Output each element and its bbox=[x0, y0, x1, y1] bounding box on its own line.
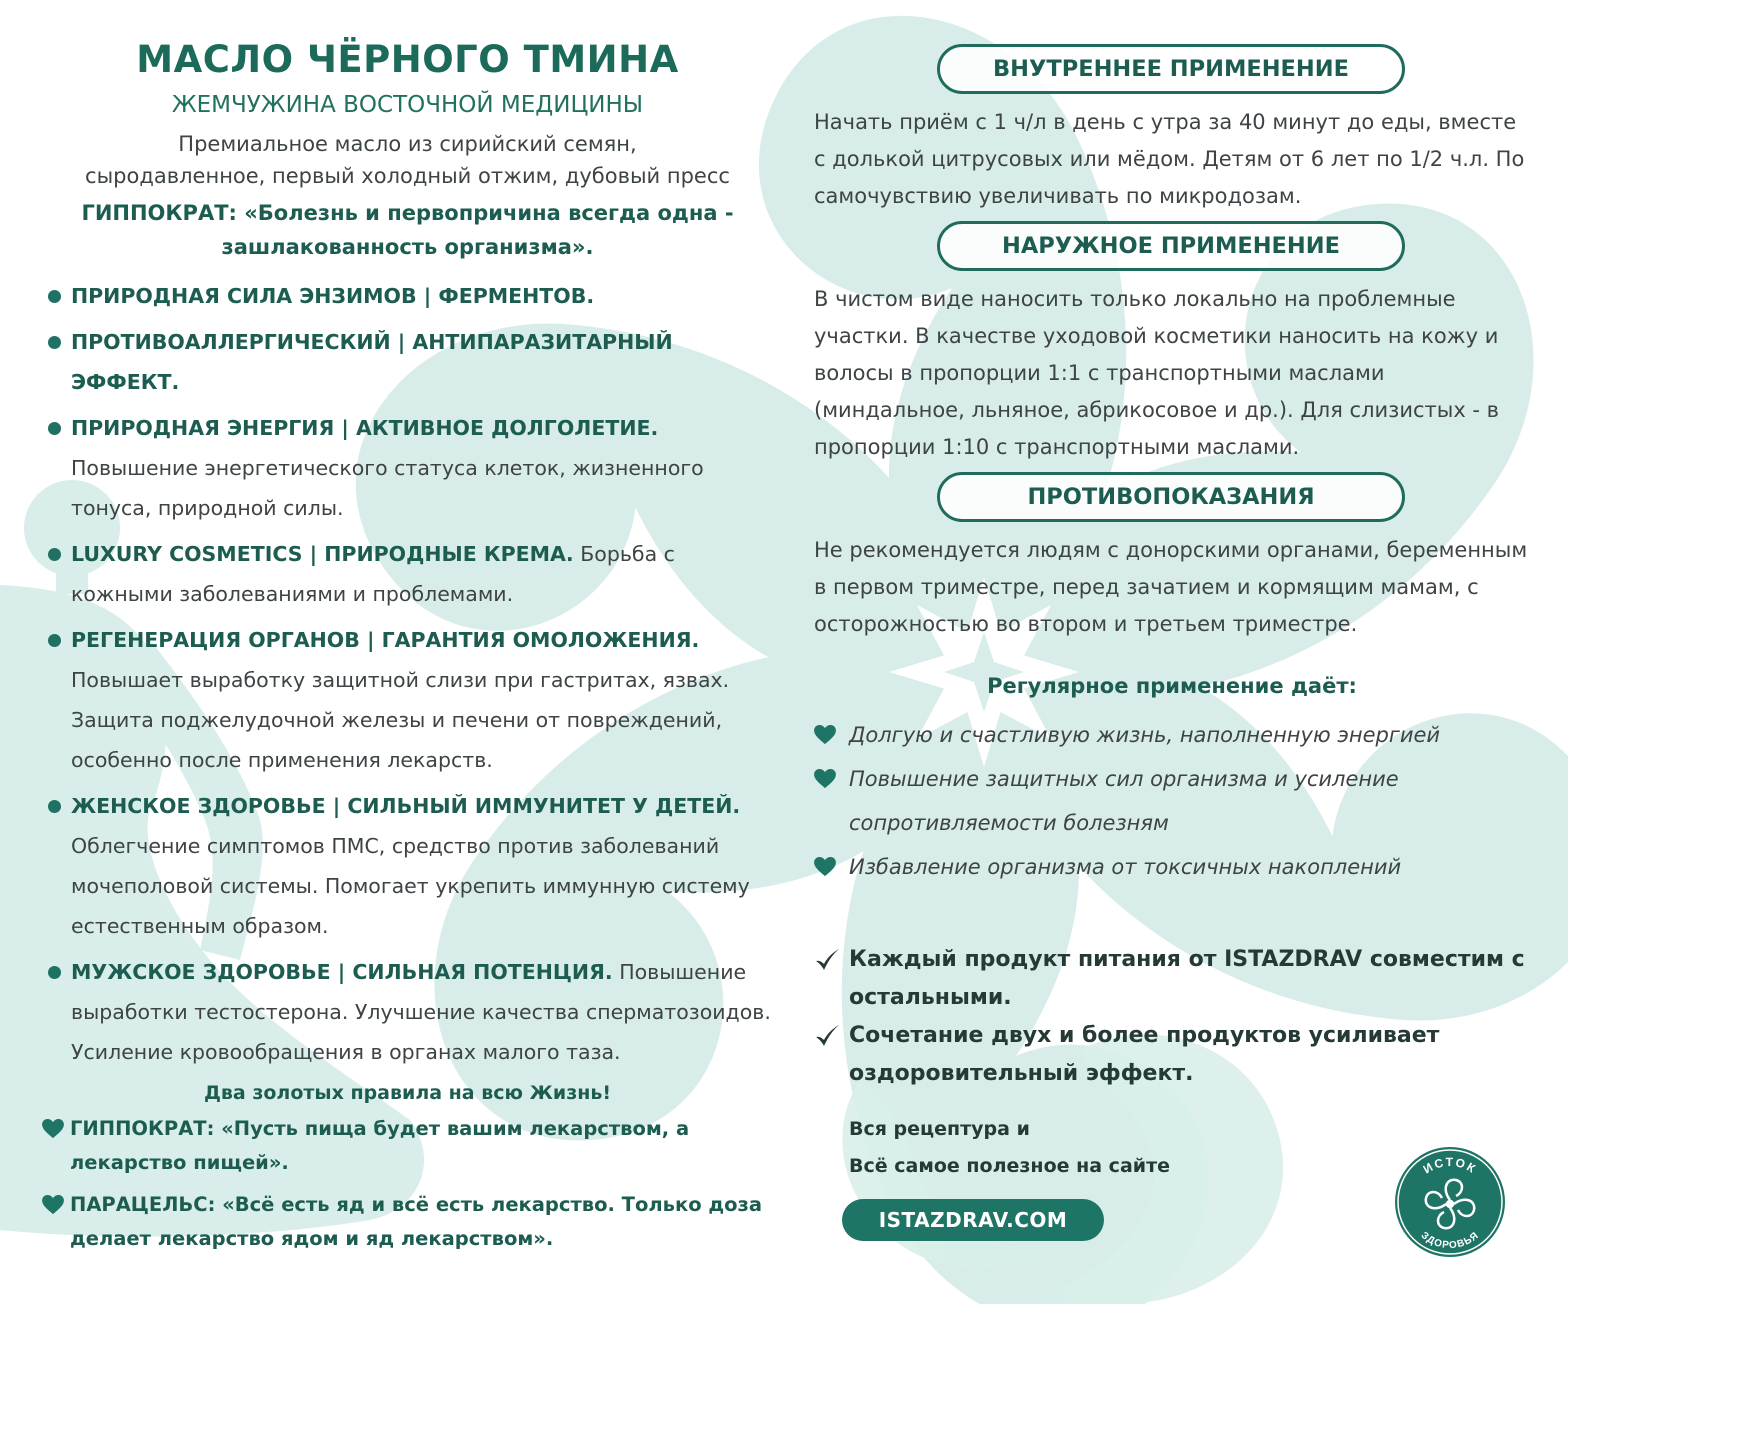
benefit-item bbox=[40, 534, 775, 614]
benefit-title: ПРИРОДНАЯ ЭНЕРГИЯ | АКТИВНОЕ ДОЛГОЛЕТИЕ. bbox=[71, 416, 659, 440]
compatibility-item bbox=[814, 941, 1530, 1017]
heart-icon bbox=[814, 857, 836, 877]
rule-text: ПАРАЦЕЛЬС: «Всё есть яд и всё есть лекарство. Только доза делает лекарство ядом и яд лекарством». bbox=[70, 1193, 763, 1250]
benefit-item bbox=[40, 620, 775, 780]
regular-use-item bbox=[814, 845, 1530, 889]
bullet-dot-icon bbox=[48, 422, 61, 435]
website-link-button[interactable]: ISTAZDRAV.COM bbox=[842, 1199, 1104, 1241]
bullet-dot-icon bbox=[48, 336, 61, 349]
benefit-title: МУЖСКОЕ ЗДОРОВЬЕ | СИЛЬНАЯ ПОТЕНЦИЯ. bbox=[71, 960, 613, 984]
contraindications-heading: ПРОТИВОПОКАЗАНИЯ bbox=[937, 472, 1405, 522]
benefit-desc: Повышение выработки тестостерона. Улучшение качества сперматозоидов. Усиление кровообращения в органах малого таза. bbox=[71, 960, 771, 1064]
site-caption-line: Вся рецептура и bbox=[849, 1118, 1030, 1140]
brand-logo bbox=[1394, 1146, 1506, 1258]
right-column bbox=[814, 44, 1530, 1241]
external-use-text: В чистом виде наносить только локально на проблемные участки. В качестве уходовой косметики наносить на кожу и волосы в пропорции 1:1 с транспортными маслами (миндальное, льняное, абрикосовое и др.). Для слизистых - в пропорции 1:10 с транспортными маслами. bbox=[814, 287, 1500, 459]
quote-line: зашлакованность организма». bbox=[221, 235, 594, 259]
intro-line: сыродавленное, первый холодный отжим, дубовый пресс bbox=[85, 164, 730, 188]
benefit-desc: Повышение энергетического статуса клеток, жизненного тонуса, природной силы. bbox=[71, 456, 704, 520]
compatibility-text: Сочетание двух и более продуктов усиливает оздоровительный эффект. bbox=[849, 1023, 1440, 1086]
benefit-item bbox=[40, 952, 775, 1072]
heart-icon bbox=[814, 769, 836, 789]
benefit-title: РЕГЕНЕРАЦИЯ ОРГАНОВ | ГАРАНТИЯ ОМОЛОЖЕНИЯ. bbox=[71, 628, 700, 652]
heart-icon bbox=[42, 1119, 64, 1139]
regular-use-list bbox=[814, 713, 1530, 889]
rule-item bbox=[40, 1188, 775, 1256]
regular-use-text: Долгую и счастливую жизнь, наполненную энергией bbox=[849, 723, 1441, 747]
benefit-title: ПРИРОДНАЯ СИЛА ЭНЗИМОВ | ФЕРМЕНТОВ. bbox=[71, 284, 595, 308]
benefit-item bbox=[40, 408, 775, 528]
external-use-heading: НАРУЖНОЕ ПРИМЕНЕНИЕ bbox=[937, 221, 1405, 271]
bullet-dot-icon bbox=[48, 634, 61, 647]
bullet-dot-icon bbox=[48, 800, 61, 813]
left-column bbox=[40, 36, 775, 1264]
product-intro bbox=[40, 128, 775, 192]
page-title: МАСЛО ЧЁРНОГО ТМИНА bbox=[136, 38, 679, 81]
benefit-item bbox=[40, 276, 775, 316]
checkmark-icon bbox=[814, 1023, 840, 1049]
heart-icon bbox=[42, 1195, 64, 1215]
benefits-list bbox=[40, 276, 775, 1072]
bullet-dot-icon bbox=[48, 966, 61, 979]
compatibility-item bbox=[814, 1017, 1530, 1093]
benefit-desc: Облегчение симптомов ПМС, средство против заболеваний мочеполовой системы. Помогает укрепить иммунную систему естественным образом. bbox=[71, 834, 750, 938]
quote-line: ГИППОКРАТ: «Болезнь и первопричина всегда одна - bbox=[81, 201, 734, 225]
golden-rules-list bbox=[40, 1112, 775, 1256]
benefit-desc: Борьба с кожными заболеваниями и проблемами. bbox=[71, 542, 675, 606]
benefit-desc: Повышает выработку защитной слизи при гастритах, язвах. Защита поджелудочной железы и печени от повреждений, особенно после применения лекарств. bbox=[71, 668, 730, 772]
regular-use-text: Повышение защитных сил организма и усиление сопротивляемости болезням bbox=[849, 767, 1399, 835]
bullet-dot-icon bbox=[48, 290, 61, 303]
checkmark-icon bbox=[814, 947, 840, 973]
rule-item bbox=[40, 1112, 775, 1180]
site-caption-line: Всё самое полезное на сайте bbox=[849, 1155, 1170, 1177]
bullet-dot-icon bbox=[48, 548, 61, 561]
regular-use-item bbox=[814, 757, 1530, 845]
hippocrates-quote bbox=[40, 196, 775, 264]
regular-use-text: Избавление организма от токсичных накоплений bbox=[849, 855, 1402, 879]
logo-bottom-text: ЗДОРОВЬЯ bbox=[1418, 1230, 1482, 1252]
benefit-title: ЖЕНСКОЕ ЗДОРОВЬЕ | СИЛЬНЫЙ ИММУНИТЕТ У ДЕТЕЙ. bbox=[71, 794, 741, 818]
golden-rules-title: Два золотых правила на всю Жизнь! bbox=[203, 1082, 612, 1104]
heart-icon bbox=[814, 725, 836, 745]
internal-use-heading: ВНУТРЕННЕЕ ПРИМЕНЕНИЕ bbox=[937, 44, 1405, 94]
logo-top-text: ИСТОК bbox=[1420, 1154, 1480, 1177]
benefit-item bbox=[40, 322, 775, 402]
benefit-title: ПРОТИВОАЛЛЕРГИЧЕСКИЙ | АНТИПАРАЗИТАРНЫЙ ЭФФЕКТ. bbox=[71, 330, 673, 394]
intro-line: Премиальное масло из сирийский семян, bbox=[178, 132, 637, 156]
rule-text: ГИППОКРАТ: «Пусть пища будет вашим лекарством, а лекарство пищей». bbox=[70, 1117, 690, 1174]
benefit-item bbox=[40, 786, 775, 946]
regular-use-item bbox=[814, 713, 1530, 757]
benefit-title: LUXURY COSMETICS | ПРИРОДНЫЕ КРЕМА. bbox=[71, 542, 574, 566]
compatibility-list bbox=[814, 941, 1530, 1093]
compatibility-text: Каждый продукт питания от ISTAZDRAV совместим с остальными. bbox=[849, 947, 1525, 1010]
internal-use-text: Начать приём с 1 ч/л в день с утра за 40 минут до еды, вместе с долькой цитрусовых или мёдом. Детям от 6 лет по 1/2 ч.л. По самочувствию увеличивать по микродозам. bbox=[814, 110, 1525, 208]
regular-use-title: Регулярное применение даёт: bbox=[987, 674, 1357, 698]
contraindications-text: Не рекомендуется людям с донорскими органами, беременным в первом триместре, перед зачатием и кормящим мамам, с осторожностью во втором и третьем триместре. bbox=[814, 538, 1528, 636]
page-subtitle: ЖЕМЧУЖИНА ВОСТОЧНОЙ МЕДИЦИНЫ bbox=[171, 92, 644, 118]
